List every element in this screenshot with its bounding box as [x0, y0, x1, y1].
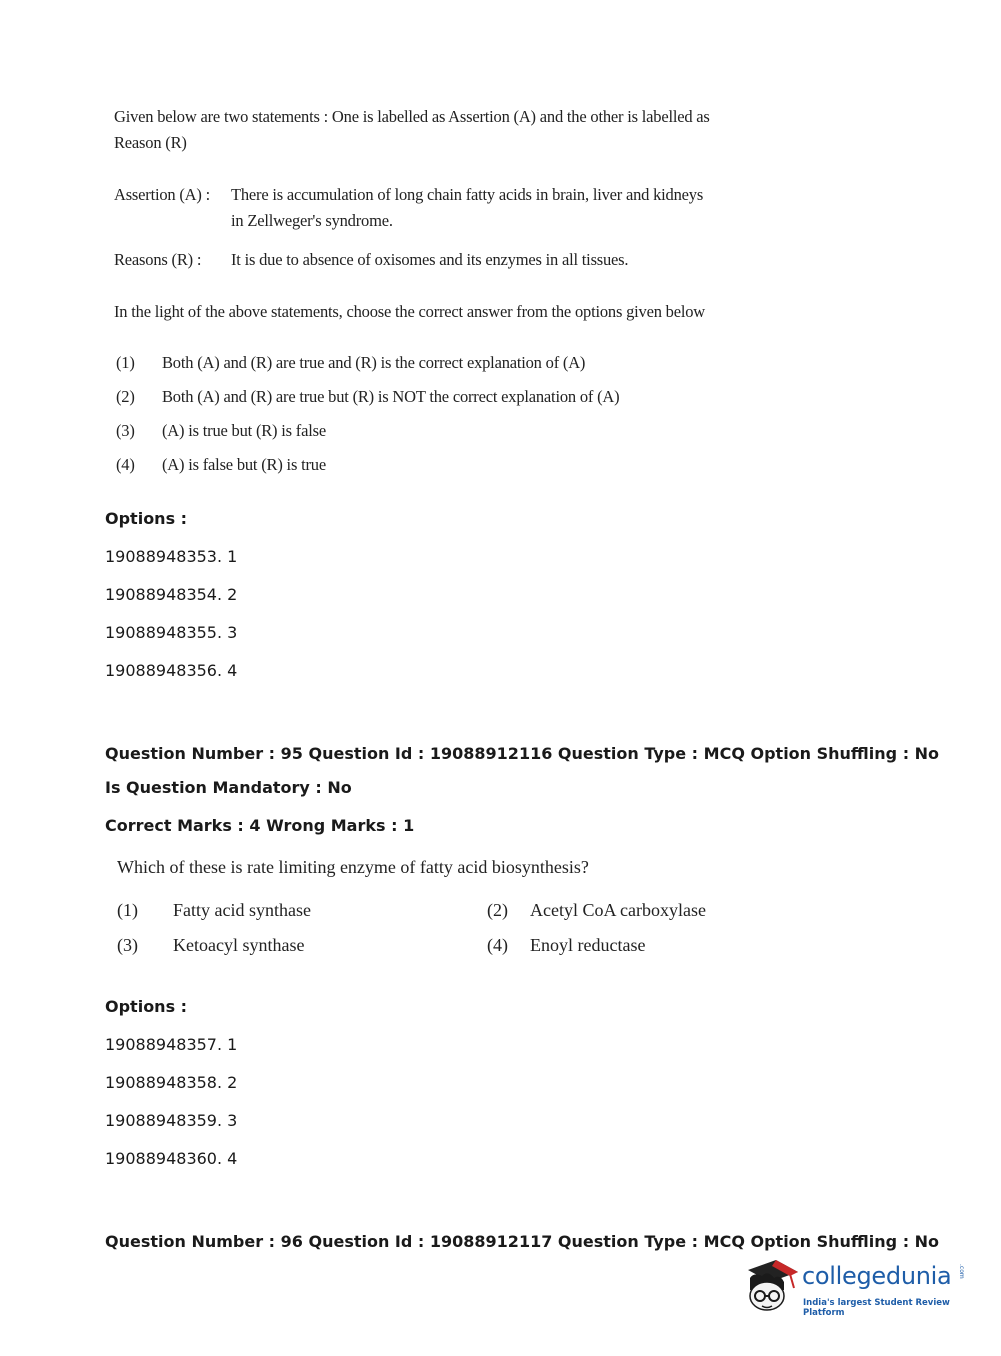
q94-choice-text: Both (A) and (R) are true but (R) is NOT the correct explanation of (A)	[162, 387, 620, 406]
assertion-line2: in Zellweger's syndrome.	[231, 211, 393, 230]
q94-intro-line2: Reason (R)	[114, 133, 187, 152]
logo-tagline: India's largest Student Review Platform	[803, 1298, 950, 1318]
q94-choice-text: (A) is false but (R) is true	[162, 455, 326, 474]
q94-option: 19088948353. 1	[105, 547, 238, 566]
logo-wordmark: collegedunia	[802, 1262, 952, 1290]
q94-choice-number: (2)	[116, 387, 135, 406]
assertion-label: Assertion (A) :	[114, 185, 210, 204]
q95-choice-text: Ketoacyl synthase	[173, 935, 305, 955]
q95-choice-number: (3)	[117, 935, 138, 955]
q94-options-heading: Options :	[105, 509, 188, 528]
q94-option: 19088948355. 3	[105, 623, 238, 642]
reason-text: It is due to absence of oxisomes and its enzymes in all tissues.	[231, 250, 629, 269]
q94-option: 19088948356. 4	[105, 661, 238, 680]
collegedunia-logo	[742, 1252, 972, 1316]
q95-option: 19088948357. 1	[105, 1035, 238, 1054]
q94-choice-text: Both (A) and (R) are true and (R) is the correct explanation of (A)	[162, 353, 586, 372]
q95-option: 19088948360. 4	[105, 1149, 238, 1168]
mascot-icon	[742, 1256, 800, 1316]
q94-choice-number: (1)	[116, 353, 135, 372]
q95-choice-text: Acetyl CoA carboxylase	[530, 900, 706, 920]
q95-mandatory: Is Question Mandatory : No	[105, 778, 352, 797]
q94-choice-number: (3)	[116, 421, 135, 440]
q95-option: 19088948359. 3	[105, 1111, 238, 1130]
reason-label: Reasons (R) :	[114, 250, 202, 269]
q95-choice-number: (4)	[487, 935, 508, 955]
q95-choice-number: (1)	[117, 900, 138, 920]
q95-marks: Correct Marks : 4 Wrong Marks : 1	[105, 816, 415, 835]
q95-choice-text: Fatty acid synthase	[173, 900, 311, 920]
q94-choice-number: (4)	[116, 455, 135, 474]
logo-suffix: .com	[958, 1264, 965, 1279]
q95-choice-text: Enoyl reductase	[530, 935, 646, 955]
q96-header: Question Number : 96 Question Id : 19088912117 Question Type : MCQ Option Shuffling : No	[105, 1232, 940, 1251]
q94-instruction: In the light of the above statements, choose the correct answer from the options given below	[114, 302, 706, 321]
q94-intro-line1: Given below are two statements : One is labelled as Assertion (A) and the other is labelled as	[114, 107, 710, 126]
assertion-line1: There is accumulation of long chain fatty acids in brain, liver and kidneys	[231, 185, 704, 204]
q95-option: 19088948358. 2	[105, 1073, 238, 1092]
q95-question-text: Which of these is rate limiting enzyme of fatty acid biosynthesis?	[117, 857, 589, 877]
q95-choice-number: (2)	[487, 900, 508, 920]
q94-option: 19088948354. 2	[105, 585, 238, 604]
q94-choice-text: (A) is true but (R) is false	[162, 421, 326, 440]
q95-options-heading: Options :	[105, 997, 188, 1016]
q95-header: Question Number : 95 Question Id : 19088912116 Question Type : MCQ Option Shuffling : No	[105, 744, 940, 763]
